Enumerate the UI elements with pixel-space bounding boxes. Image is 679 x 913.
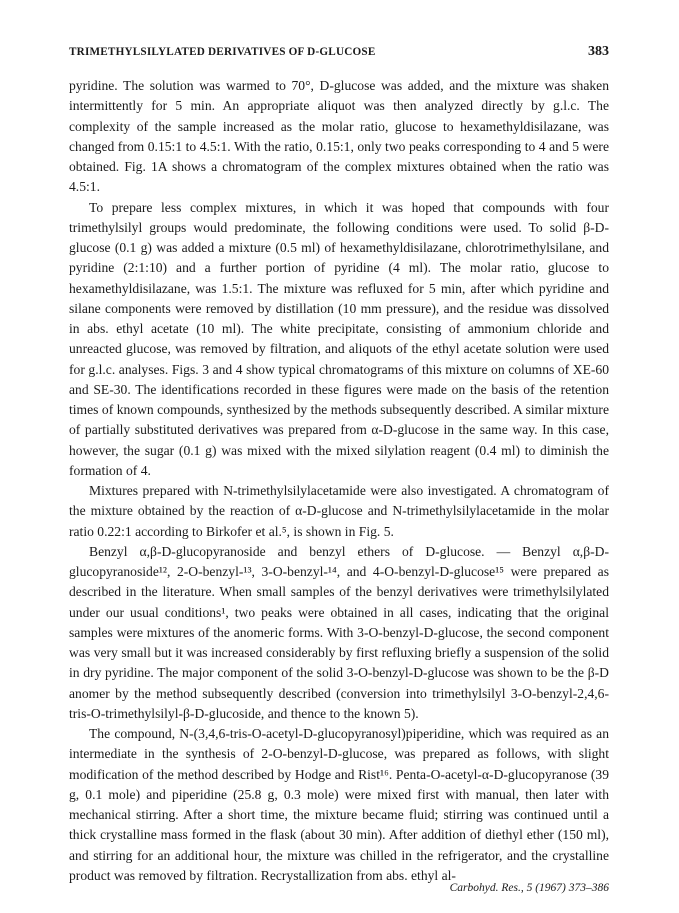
body-text (69, 76, 609, 886)
paragraph-4: Benzyl α,β-D-glucopyranoside and benzyl ethers of D-glucose. — Benzyl α,β-D-glucopyranoside¹², 2-O-benzyl-¹³, 3-O-benzyl-¹⁴, and 4-O-benzyl-D-glucose¹⁵ were prepared as described in the literature. When small samples of the benzyl derivatives were trimethylsilylated under our usual conditions¹, two peaks were obtained in all cases, indicating that the original samples were mixtures of the anomeric forms. With 3-O-benzyl-D-glucose, the second component was very small but it was increased considerably by first refluxing briefly a suspension of the solid in dry pyridine. The major component of the solid 3-O-benzyl-D-glucose was shown to be the β-D anomer by the method subsequently described (conversion into trimethylsilyl 3-O-benzyl-2,4,6-tris-O-trimethylsilyl-β-D-glucoside, and thence to the known 5). (69, 543, 609, 721)
journal-citation-footer: Carbohyd. Res., 5 (1967) 373–386 (449, 882, 609, 894)
paragraph-1: pyridine. The solution was warmed to 70°, D-glucose was added, and the mixture was shaken intermittently for 5 min. An appropriate aliquot was then analyzed directly by g.l.c. The complexity of the sample increased as the molar ratio, glucose to hexamethyldisilazane, was changed from 0.15:1 to 4.5:1. With the ratio, 0.15:1, only two peaks corresponding to 4 and 5 were obtained. Fig. 1A shows a chromatogram of the complex mixtures obtained when the ratio was 4.5:1. (69, 78, 609, 195)
paragraph-5: The compound, N-(3,4,6-tris-O-acetyl-D-glucopyranosyl)piperidine, which was required as an intermediate in the synthesis of 2-O-benzyl-D-glucose, was prepared as follows, with slight modification of the method described by Hodge and Rist¹⁶. Penta-O-acetyl-α-D-glucopyranose (39 g, 0.1 mole) and piperidine (25.8 g, 0.3 mole) were mixed first with manual, then later with mechanical stirring. After a short time, the mixture became fluid; stirring was continued until a thick crystalline mass formed in the flask (about 30 min). After addition of diethyl ether (150 ml), and stirring for an additional hour, the mixture was chilled in the refrigerator, and the crystalline product was removed by filtration. Recrystallization from abs. ethyl al- (69, 726, 609, 883)
paragraph-2: To prepare less complex mixtures, in which it was hoped that compounds with four trimethylsilyl groups would predominate, the following conditions were used. To solid β-D-glucose (0.1 g) was added a mixture (0.5 ml) of hexamethyldisilazane, chlorotrimethylsilane, and pyridine (2:1:10) and a further portion of pyridine (4 ml). The molar ratio, glucose to hexamethyldisilazane, was 1.5:1. The mixture was refluxed for 5 min, after which pyridine and silane components were removed by distillation (10 mm pressure), and the residue was dissolved in abs. ethyl acetate (10 ml). The white precipitate, consisting of ammonium chloride and unreacted glucose, was removed by filtration, and aliquots of the ethyl acetate solution were used for g.l.c. analyses. Figs. 3 and 4 show typical chromatograms of this mixture on columns of XE-60 and SE-30. The identifications recorded in these figures were made on the basis of the retention times of known compounds, synthesized by the methods subsequently described. A similar mixture of partially substituted derivatives was prepared from α-D-glucose in the same way. In this case, however, the sugar (0.1 g) was mixed with the mixed silylation reagent (0.4 ml) to diminish the formation of 4. (69, 199, 609, 478)
page-number: 383 (588, 44, 609, 59)
running-head-title: TRIMETHYLSILYLATED DERIVATIVES OF D-GLUCOSE (69, 46, 376, 58)
paragraph-3: Mixtures prepared with N-trimethylsilylacetamide were also investigated. A chromatogram of the mixture obtained by the reaction of α-D-glucose and N-trimethylsilylacetamide in the molar ratio 0.22:1 according to Birkofer et al.⁵, is shown in Fig. 5. (69, 483, 609, 539)
running-head (69, 44, 609, 60)
